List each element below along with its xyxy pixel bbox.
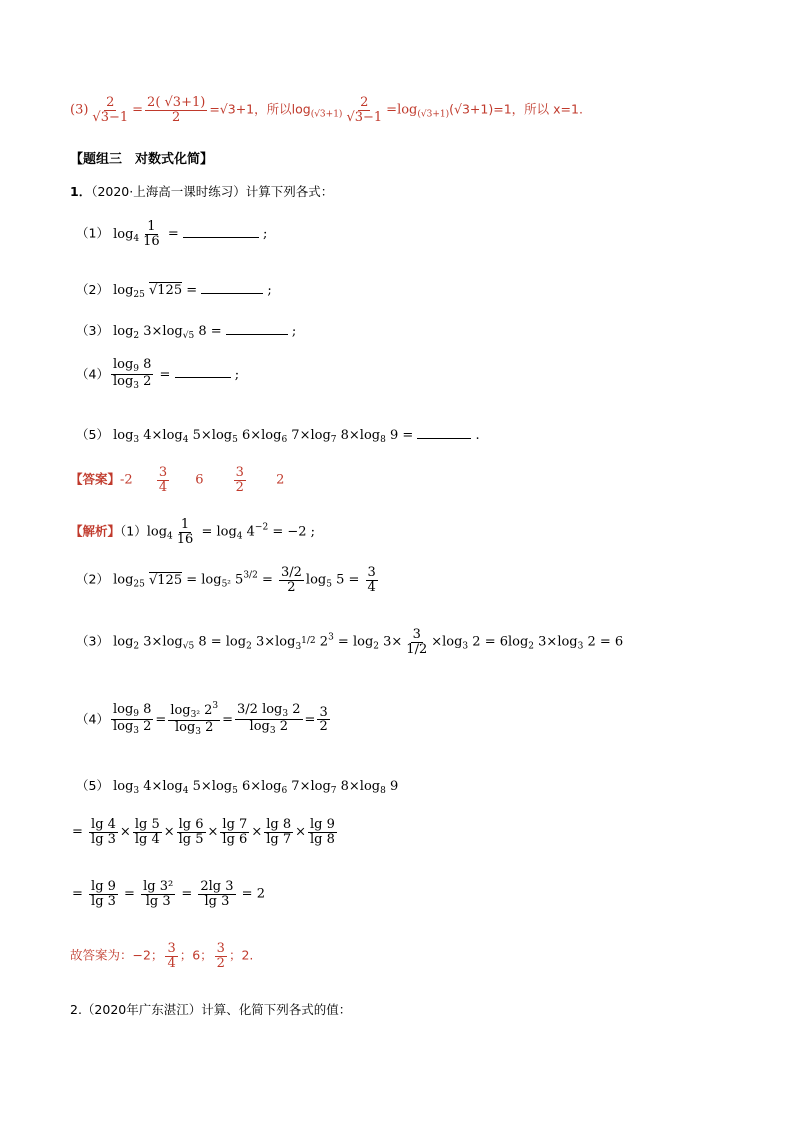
analysis-5-step-2: = $\frac{\lg 9}{\lg 3}$ = $\frac{\text{lg 3²}}{\lg 3}$ = $\frac{2\lg 3}{\lg 3}$ = 2 <box>72 879 265 909</box>
q1-item-5: （5） $\log_3 4\times\log_4$ $5\times\log_5$ $6\times\log_6$ $7\times\log_7$ $8\times\log_8$ 9 = . <box>76 427 480 445</box>
answer-blank[interactable] <box>175 365 231 378</box>
analysis-2: （2） $\log_{25} √125 = \log_{5^2} 5^{3/2}$ = $\frac{3/2}{2}$ $\log_5 5$ = $\frac{3}{4}$ <box>76 565 376 595</box>
analysis-3: （3） $\log_2 3\times\log_{√5}$ $8 = \log_2 3\times\log_{3^{1/2}}$ $2^3 = \log_2 3\times$ $\frac{3}{1/2}$ $\times\log_3$ $2 = 6\log_2$ $3\times\log_3$ 2 = 6 <box>76 627 624 657</box>
answer-blank[interactable] <box>417 426 471 439</box>
answer-blank[interactable] <box>201 281 263 294</box>
line3-frac3: $\frac{2}{√3-1}$ <box>346 95 383 125</box>
analysis-5-step-1: = $\frac{\lg 4}{\lg 3}$ × $\frac{\lg 5}{\lg 4}$ × $\frac{\lg 6}{\lg 5}$ × $\frac{\lg 7}{\lg 6}$ × $\frac{\lg 8}{\lg 7}$ × $\frac{\lg 9}{\lg 8}$ <box>72 817 335 847</box>
section-title: 【题组三 对数式化简】 <box>70 152 214 167</box>
analysis-1: 【解析】$(1)\log_4$ $\frac{1}{16}$ = $\log_4 4^{-2} = -2$ ; <box>70 517 316 547</box>
question-1: 1．（2020·上海高一课时练习）计算下列各式： <box>70 184 334 199</box>
prev-solution-line-3: (3) $\frac{2}{√3-1}$ = $\frac{2( √3+1)}{2}$ =√3+1，所以$\log_{(√3+1)}$ $\frac{2}{√3-1}$ $=\log_{(√3+1)}(√3+1)=1$，所以 x=1. <box>70 95 583 125</box>
line3-mid: =√3+1，所以log <box>209 101 311 117</box>
line3-lead: (3) <box>70 102 89 118</box>
conclusion: 故答案为：−2； $\frac{3}{4}$ ；6； $\frac{3}{2}$ ；2. <box>70 941 254 971</box>
answer-blank[interactable] <box>226 322 288 335</box>
analysis-5: （5） $\log_3 4\times\log_4$ $5\times\log_5$ $6\times\log_6$ $7\times\log_7$ $8\times\log_8$ 9 <box>76 778 399 796</box>
q1-item-1: （1） $\log_4$ $\frac{1}{16}$ = ; <box>76 219 268 249</box>
question-2: 2.（2020年广东湛江）计算、化简下列各式的值： <box>70 1002 352 1017</box>
answer-line: 【答案】-2 $\frac{3}{4}$ 6 $\frac{3}{2}$ 2 <box>70 465 285 495</box>
q1-item-3: （3） $\log_2 3\times\log_{√5}$ 8 = ; <box>76 323 297 341</box>
line3-frac2: $\frac{2( √3+1)}{2}$ <box>147 95 206 125</box>
q1-item-2: （2） $\log_{25} √125$ = ; <box>76 282 272 300</box>
answer-blank[interactable] <box>183 225 259 238</box>
q1-item-4: （4） $\frac{\log_9 8}{\log_3 2}$ = ; <box>76 357 240 392</box>
analysis-4: （4） $\frac{\log_9 8}{\log_3 2}$ = $\frac{\log_{3^2} 2^3}{\log_3 2}$ = $\frac{3/2 \log_3 2}{\log_3 2}$ = $\frac{3}{2}$ <box>76 701 328 738</box>
line3-frac1: $\frac{2}{√3-1}$ <box>92 95 129 125</box>
